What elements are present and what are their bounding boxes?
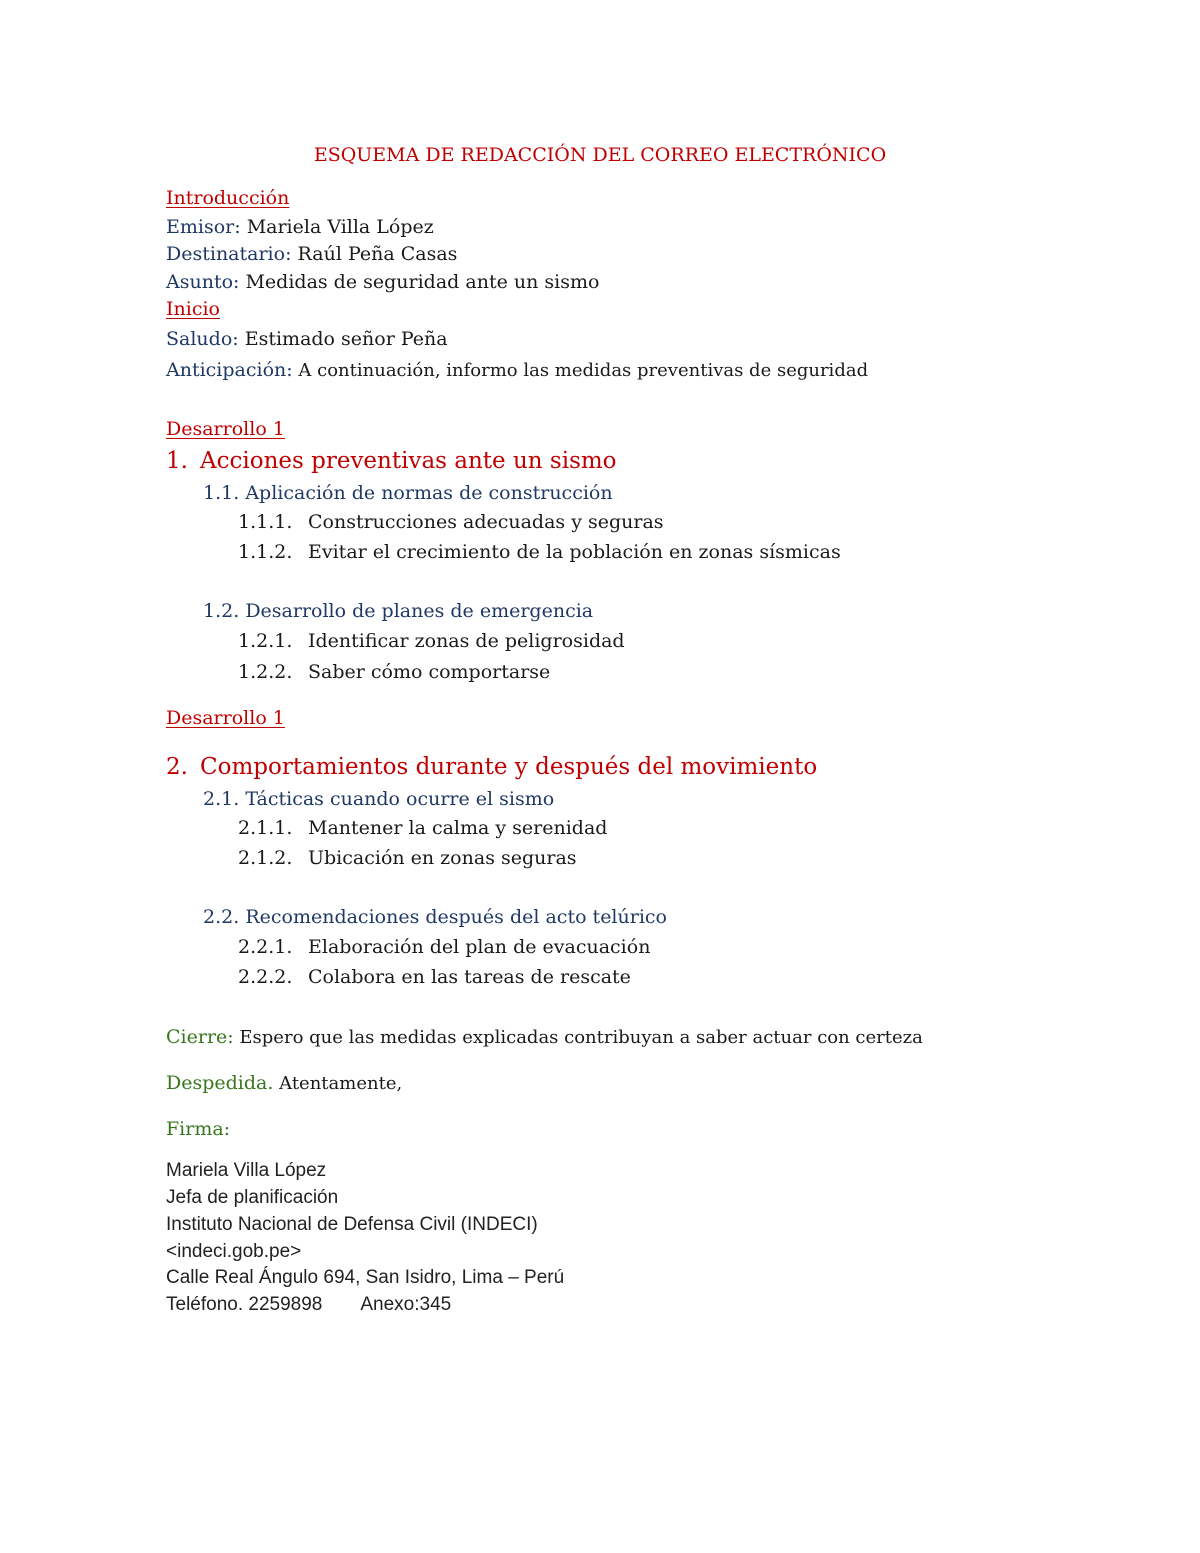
list-item [238, 846, 577, 870]
list-item [238, 510, 664, 534]
list-item [238, 540, 841, 564]
section-2-title [166, 752, 817, 782]
section-1-2-title [203, 599, 593, 623]
item-text: Elaboración del plan de evacuación [308, 936, 651, 958]
section-2-1-title [203, 787, 554, 811]
cierre-label: Cierre: [166, 1026, 234, 1048]
section-2-1-text: Tácticas cuando ocurre el sismo [245, 788, 555, 810]
item-text: Identificar zonas de peligrosidad [308, 630, 625, 652]
list-item [238, 965, 631, 989]
section-2-2-text: Recomendaciones después del acto telúrico [245, 906, 667, 928]
destinatario-label: Destinatario: [166, 243, 292, 265]
signature-phone: Teléfono. 2259898 [166, 1294, 323, 1315]
section-1-number: 1. [166, 448, 188, 474]
section-1-2-text: Desarrollo de planes de emergencia [245, 600, 594, 622]
anticipacion-line [166, 358, 868, 383]
cierre-value: Espero que las medidas explicadas contribuyan a saber actuar con certeza [239, 1027, 923, 1048]
emisor-label: Emisor: [166, 216, 241, 238]
list-item [238, 935, 650, 959]
item-text: Colabora en las tareas de rescate [308, 966, 631, 988]
emisor-value: Mariela Villa López [246, 216, 434, 238]
document-title: ESQUEMA DE REDACCIÓN DEL CORREO ELECTRÓNICO [313, 144, 887, 166]
anticipacion-value: A continuación, informo las medidas preventivas de seguridad [298, 360, 869, 381]
inicio-heading: Inicio [166, 298, 220, 320]
cierre-line [166, 1025, 923, 1050]
section-1-2-number: 1.2. [203, 600, 240, 622]
emisor-line [166, 215, 434, 239]
despedida-value: Atentamente, [279, 1073, 403, 1094]
item-text: Saber cómo comportarse [308, 661, 551, 683]
section-1-text: Acciones preventivas ante un sismo [200, 448, 617, 474]
saludo-value: Estimado señor Peña [244, 328, 448, 350]
section-1-1-title [203, 481, 613, 505]
item-text: Mantener la calma y serenidad [308, 817, 608, 839]
section-1-title [166, 446, 617, 476]
item-text: Evitar el crecimiento de la población en zonas sísmicas [308, 541, 841, 563]
asunto-value: Medidas de seguridad ante un sismo [245, 271, 600, 293]
item-number: 1.2.2. [238, 661, 293, 683]
section-2-text: Comportamientos durante y después del movimiento [200, 754, 818, 780]
despedida-label: Despedida. [166, 1072, 274, 1094]
asunto-label: Asunto: [166, 271, 240, 293]
item-number: 2.1.1. [238, 817, 293, 839]
signature-address: Calle Real Ángulo 694, San Isidro, Lima – Perú [166, 1267, 565, 1288]
signature-anexo: Anexo:345 [360, 1294, 452, 1315]
despedida-line [166, 1071, 402, 1096]
saludo-label: Saludo: [166, 328, 239, 350]
signature-web: <indeci.gob.pe> [166, 1241, 302, 1262]
item-text: Construcciones adecuadas y seguras [308, 511, 664, 533]
section-1-1-text: Aplicación de normas de construcción [245, 482, 613, 504]
anticipacion-label: Anticipación: [166, 359, 293, 381]
item-number: 1.1.1. [238, 511, 293, 533]
signature-phone-line [166, 1293, 451, 1317]
list-item [238, 629, 625, 653]
signature-role: Jefa de planificación [166, 1187, 339, 1208]
section-1-1-number: 1.1. [203, 482, 240, 504]
signature-name: Mariela Villa López [166, 1160, 327, 1181]
saludo-line [166, 327, 448, 351]
desarrollo-1-heading: Desarrollo 1 [166, 418, 285, 440]
section-2-number: 2. [166, 754, 188, 780]
section-2-2-title [203, 905, 667, 929]
firma-label: Firma: [166, 1118, 231, 1140]
list-item [238, 660, 550, 684]
item-number: 2.2.2. [238, 966, 293, 988]
item-number: 1.2.1. [238, 630, 293, 652]
signature-org: Instituto Nacional de Defensa Civil (INDECI) [166, 1214, 538, 1235]
section-2-2-number: 2.2. [203, 906, 240, 928]
item-number: 2.1.2. [238, 847, 293, 869]
desarrollo-2-heading: Desarrollo 1 [166, 707, 285, 729]
item-text: Ubicación en zonas seguras [308, 847, 577, 869]
asunto-line [166, 270, 599, 294]
item-number: 1.1.2. [238, 541, 293, 563]
item-number: 2.2.1. [238, 936, 293, 958]
intro-heading: Introducción [166, 187, 290, 209]
destinatario-value: Raúl Peña Casas [297, 243, 458, 265]
section-2-1-number: 2.1. [203, 788, 240, 810]
list-item [238, 816, 607, 840]
destinatario-line [166, 242, 457, 266]
